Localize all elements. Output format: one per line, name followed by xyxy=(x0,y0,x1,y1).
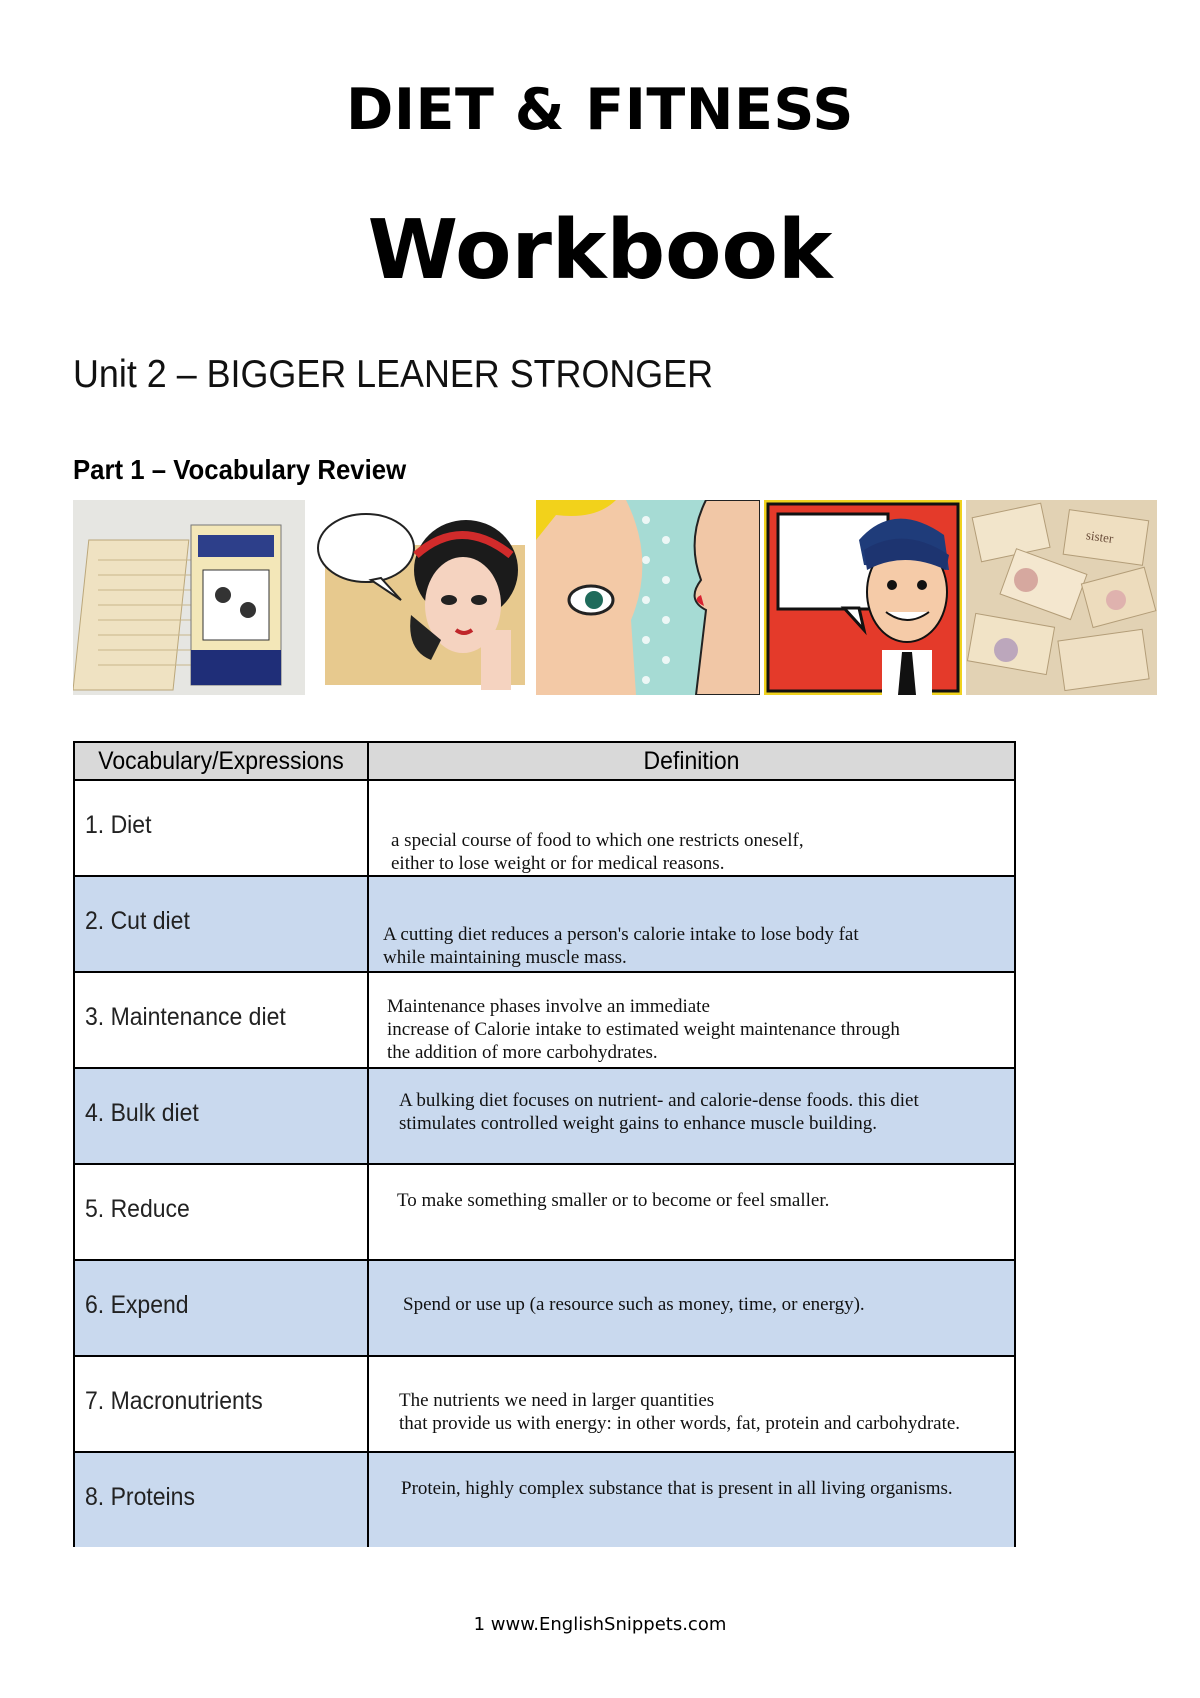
definition-cell: The nutrients we need in larger quantities that provide us with energy: in other words, fat, protein and carbohydrate. xyxy=(399,1390,961,1434)
whisper-comic-image xyxy=(536,500,760,695)
definition-cell: To make something smaller or to become or feel smaller. xyxy=(397,1190,830,1211)
term-cell: 6. Expend xyxy=(85,1291,189,1319)
page-footer: 1 www.EnglishSnippets.com xyxy=(473,1614,727,1635)
definition-cell: A cutting diet reduces a person's calorie intake to lose body fat while maintaining muscle mass. xyxy=(383,924,859,968)
man-speech-comic-image xyxy=(764,500,962,695)
definition-cell: Protein, highly complex substance that is present in all living organisms. xyxy=(401,1478,953,1499)
vocabulary-table xyxy=(73,741,1016,1547)
document-title: DIET & FITNESS xyxy=(346,77,854,143)
column-header-definition: Definition xyxy=(643,747,740,775)
definition-cell: Maintenance phases involve an immediate increase of Calorie intake to estimated weight maintenance through the addition of more carbohydrates. xyxy=(387,996,900,1063)
part-title: Part 1 – Vocabulary Review xyxy=(73,454,407,485)
term-cell: 5. Reduce xyxy=(85,1195,190,1223)
table-row xyxy=(75,973,1014,1069)
definition-cell: A bulking diet focuses on nutrient- and calorie-dense foods. this diet stimulates controlled weight gains to enhance muscle building. xyxy=(399,1090,919,1134)
card-word-text: sister xyxy=(1085,527,1115,546)
woman-phone-comic-image xyxy=(311,500,532,695)
term-cell: 7. Macronutrients xyxy=(85,1387,263,1415)
table-row xyxy=(75,1453,1014,1547)
table-row xyxy=(75,1261,1014,1357)
table-row xyxy=(75,1165,1014,1261)
vintage-word-cards-image xyxy=(966,500,1157,695)
table-header xyxy=(75,743,1014,781)
term-cell: 8. Proteins xyxy=(85,1483,195,1511)
term-cell: 4. Bulk diet xyxy=(85,1099,199,1127)
flashcard-box-image xyxy=(73,500,305,695)
table-row xyxy=(75,1357,1014,1453)
definition-cell: Spend or use up (a resource such as money, time, or energy). xyxy=(403,1294,865,1315)
document-subtitle: Workbook xyxy=(367,203,833,298)
definition-cell: a special course of food to which one restricts oneself, either to lose weight or for medical reasons. xyxy=(391,830,804,874)
table-row xyxy=(75,877,1014,973)
term-cell: 2. Cut diet xyxy=(85,907,190,935)
table-row xyxy=(75,1069,1014,1165)
column-divider xyxy=(367,743,369,779)
unit-title: Unit 2 – BIGGER LEANER STRONGER xyxy=(73,353,714,396)
column-header-vocabulary: Vocabulary/Expressions xyxy=(98,747,344,775)
table-row xyxy=(75,781,1014,877)
table-body xyxy=(75,781,1014,1547)
term-cell: 3. Maintenance diet xyxy=(85,1003,286,1031)
term-cell: 1. Diet xyxy=(85,811,152,839)
